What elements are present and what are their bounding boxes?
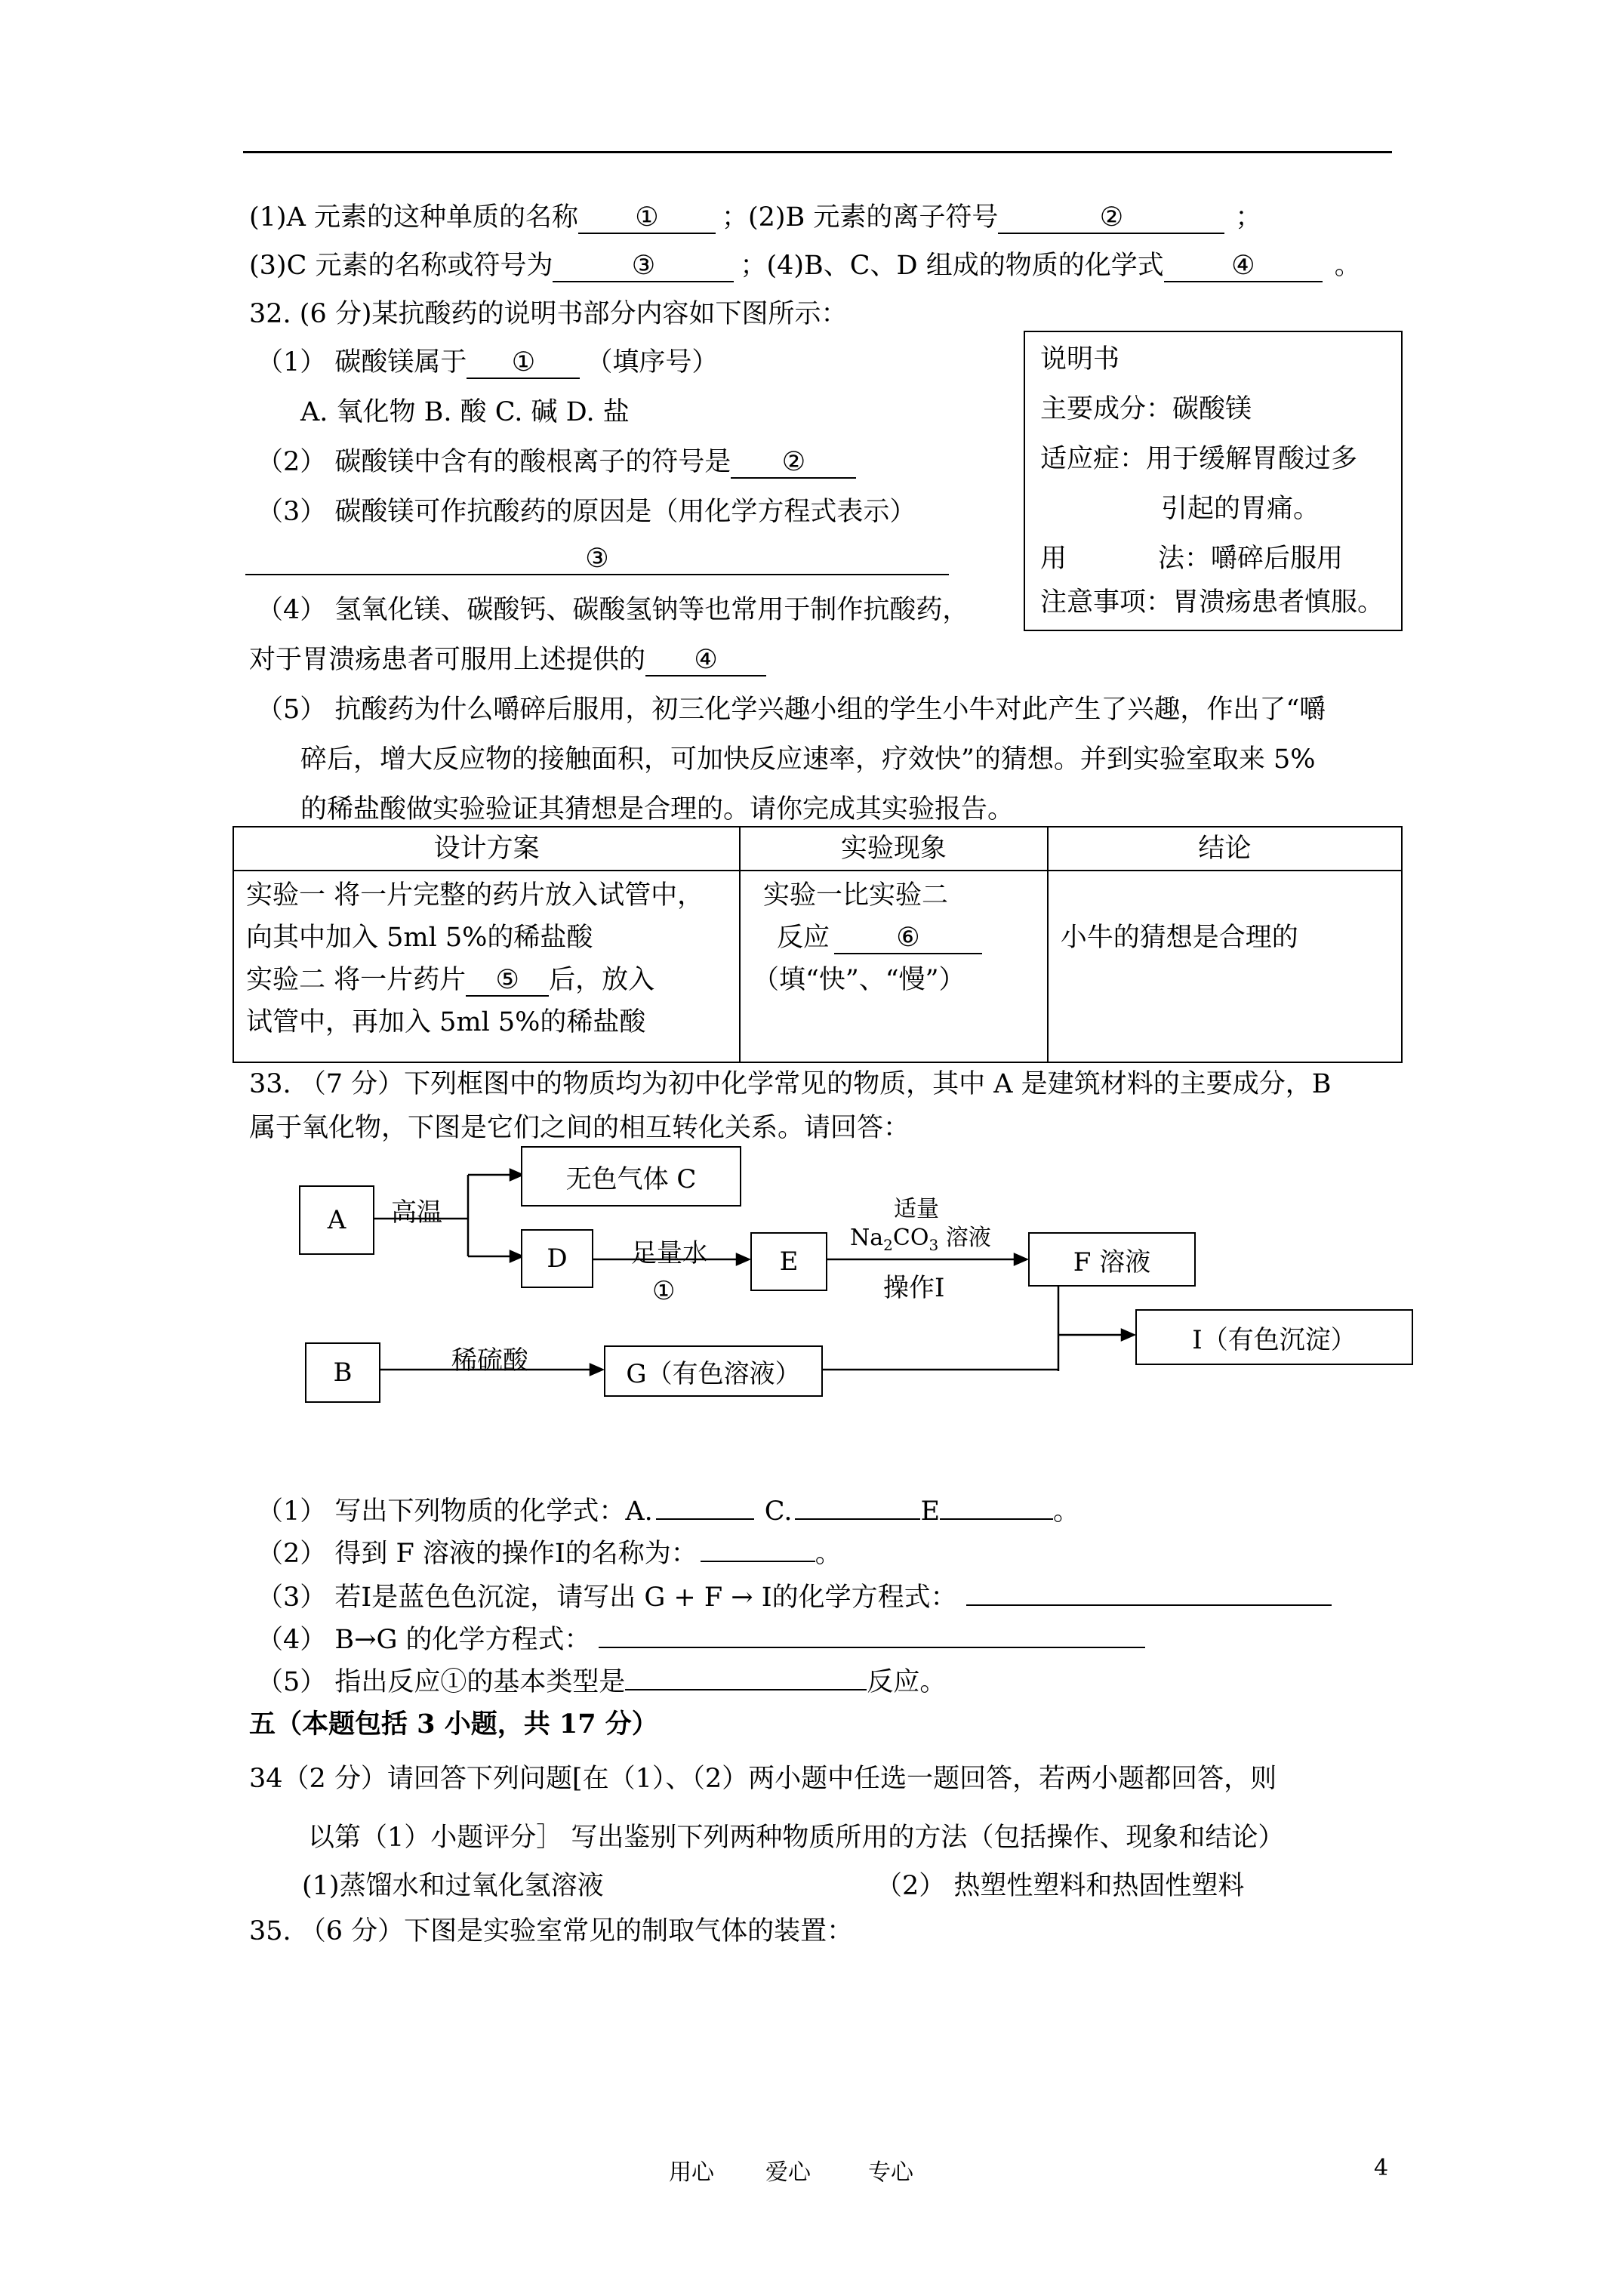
manual-indication: 适应症：用于缓解胃酸过多 — [1040, 444, 1358, 474]
label-dilute-h2so4: 稀硫酸 — [451, 1345, 528, 1376]
q32-blank-4[interactable]: ④ — [645, 645, 766, 676]
q32-sub5-line3: 的稀盐酸做实验验证其猜想是合理的。请你完成其实验报告。 — [300, 794, 1015, 824]
node-i — [1135, 1309, 1413, 1365]
q33-sub1 — [257, 1495, 1079, 1528]
q33-blank-a[interactable] — [656, 1518, 754, 1520]
node-b-label: B — [333, 1358, 353, 1388]
q33-sub3 — [257, 1581, 1332, 1614]
q33-sub1-c: C. — [764, 1496, 793, 1527]
q33-blank-eq2[interactable] — [599, 1647, 1145, 1648]
conclusion-text: 小牛的猜想是合理的 — [1060, 923, 1298, 953]
node-g — [604, 1345, 823, 1397]
manual-indication-cont: 引起的胃痛。 — [1161, 494, 1320, 524]
q33-sub4-text: （4） B→G 的化学方程式： — [257, 1625, 591, 1655]
manual-ingredient: 主要成分：碳酸镁 — [1040, 394, 1252, 424]
obs2-text: 反应 — [776, 923, 830, 953]
q33-sub2 — [257, 1537, 842, 1570]
label-operation-1: 操作Ⅰ — [883, 1273, 945, 1303]
q32-sub3: （3） 碳酸镁可作抗酸药的原因是（用化学方程式表示） — [257, 497, 916, 527]
q32-options: A. 氧化物 B. 酸 C. 碱 D. 盐 — [300, 397, 630, 427]
plan-line-2: 向其中加入 5ml 5%的稀盐酸 — [246, 923, 593, 953]
obs-line-1: 实验一比实验二 — [762, 880, 948, 911]
q35-title: 35. （6 分）下图是实验室常见的制取气体的装置： — [249, 1916, 854, 1946]
q31-blank-2[interactable]: ② — [998, 202, 1224, 234]
q33-blank-type[interactable] — [625, 1689, 867, 1690]
node-d — [521, 1229, 593, 1288]
q32-blank-2[interactable]: ② — [731, 447, 856, 479]
q33-sub1-text: （1） 写出下列物质的化学式：A. — [257, 1496, 653, 1527]
q32-sub5-line2: 碎后，增大反应物的接触面积，可加快反应速率，疗效快”的猜想。并到实验室取来 5% — [300, 744, 1316, 775]
node-a-label: A — [327, 1205, 346, 1235]
q32-sub5-line1: （5） 抗酸药为什么嚼碎后服用，初三化学兴趣小组的学生小牛对此产生了兴趣，作出了“嚼 — [257, 695, 1326, 725]
na2co3-co: CO — [892, 1225, 929, 1251]
q34-line2: 以第（1）小题评分］ 写出鉴别下列两种物质所用的方法（包括操作、现象和结论） — [308, 1823, 1285, 1853]
header-conclusion: 结论 — [1048, 827, 1402, 871]
footer-text-1: 用心 — [669, 2159, 714, 2186]
q32-blank-3[interactable]: ③ — [245, 544, 949, 575]
node-e — [750, 1232, 827, 1291]
na2co3-sub2: 2 — [883, 1236, 893, 1254]
q33-title-line2: 属于氧化物，下图是它们之间的相互转化关系。请回答： — [249, 1113, 910, 1143]
q31-blank-1[interactable]: ① — [578, 202, 716, 234]
node-a — [299, 1185, 374, 1255]
q33-sub5-text: （5） 指出反应①的基本类型是 — [257, 1667, 626, 1697]
q32-sub1-hint: （填序号） — [586, 347, 719, 378]
label-proper-amount: 适量 — [894, 1196, 939, 1222]
q33-sub4 — [257, 1623, 1145, 1657]
footer-text-2: 爱心 — [765, 2159, 811, 2186]
q31-blank-4[interactable]: ④ — [1164, 251, 1323, 282]
node-f — [1028, 1232, 1196, 1287]
q33-sub2-end: 。 — [815, 1539, 842, 1569]
manual-title: 说明书 — [1040, 344, 1120, 374]
label-na2co3 — [850, 1219, 991, 1254]
q33-blank-op[interactable] — [701, 1561, 815, 1562]
q34-option2: （2） 热塑性塑料和热固性塑料 — [876, 1871, 1245, 1901]
page-number: 4 — [1374, 2155, 1389, 2181]
header-phenomenon: 实验现象 — [740, 827, 1048, 871]
node-i-label: I（有色沉淀） — [1192, 1324, 1357, 1355]
q32-sub2-text: （2） 碳酸镁中含有的酸根离子的符号是 — [257, 447, 731, 477]
node-g-label: G（有色溶液） — [626, 1358, 801, 1389]
manual-caution: 注意事项：胃溃疡患者慎服。 — [1040, 587, 1384, 618]
q33-blank-e[interactable] — [940, 1518, 1053, 1520]
q32-blank-6[interactable]: ⑥ — [834, 923, 982, 954]
q33-title-line1: 33. （7 分）下列框图中的物质均为初中化学常见的物质，其中 A 是建筑材料的主要成分，B — [249, 1069, 1332, 1099]
label-high-temp: 高温 — [391, 1197, 442, 1228]
q31-sep: ； — [1235, 202, 1262, 233]
plan-line-4: 试管中，再加入 5ml 5%的稀盐酸 — [246, 1007, 646, 1037]
label-excess-water: 足量水 — [631, 1238, 708, 1268]
q33-blank-eq1[interactable] — [966, 1604, 1332, 1606]
node-d-label: D — [547, 1244, 568, 1274]
label-reaction-1: ① — [652, 1276, 676, 1306]
q34-line1: 34（2 分）请回答下列问题[在（1）、（2）两小题中任选一题回答，若两小题都回答，则 — [249, 1764, 1277, 1794]
q33-sub5 — [257, 1666, 946, 1699]
plan3-suffix: 后，放入 — [549, 965, 655, 995]
node-f-label: F 溶液 — [1073, 1247, 1151, 1277]
section-5-heading: 五（本题包括 3 小题，共 17 分） — [249, 1709, 658, 1740]
q33-sub5-end: 反应。 — [867, 1667, 947, 1697]
q32-blank-1[interactable]: ① — [467, 347, 580, 379]
header-design: 设计方案 — [233, 827, 740, 871]
node-c-label: 无色气体 C — [565, 1163, 697, 1194]
footer-text-3: 专心 — [868, 2159, 913, 2186]
q31-part1-text: (1)A 元素的这种单质的名称 — [249, 202, 578, 233]
q34-option1: (1)蒸馏水和过氧化氢溶液 — [302, 1871, 604, 1901]
obs-line-3: （填“快”、“慢”） — [752, 965, 965, 995]
na2co3-na: Na — [850, 1225, 884, 1251]
q31-part3-text: (3)C 元素的名称或符号为 — [249, 251, 553, 281]
manual-usage-label: 用 — [1040, 544, 1067, 574]
q33-sub2-text: （2） 得到 F 溶液的操作Ⅰ的名称为： — [257, 1539, 698, 1569]
plan-line-1: 实验一 将一片完整的药片放入试管中， — [246, 880, 704, 911]
q32-title: 32. (6 分)某抗酸药的说明书部分内容如下图所示： — [249, 299, 848, 329]
node-c — [521, 1146, 741, 1207]
q33-sub1-e: E — [920, 1496, 941, 1527]
q32-sub4-text: 对于胃溃疡患者可服用上述提供的 — [249, 645, 646, 675]
q31-end: 。 — [1334, 251, 1361, 281]
q33-sub1-end: 。 — [1053, 1496, 1080, 1527]
na2co3-sub3: 3 — [929, 1236, 939, 1254]
q32-sub1-text: （1） 碳酸镁属于 — [257, 347, 467, 378]
plan3-text: 实验二 将一片药片 — [246, 965, 467, 995]
q33-blank-c[interactable] — [795, 1518, 920, 1520]
q31-part4-text: ；(4)B、C、D 组成的物质的化学式 — [740, 251, 1164, 281]
manual-usage: 法：嚼碎后服用 — [1158, 544, 1344, 574]
q32-blank-5[interactable]: ⑤ — [466, 965, 549, 997]
node-b — [305, 1342, 380, 1403]
q31-blank-3[interactable]: ③ — [553, 251, 734, 282]
node-e-label: E — [779, 1247, 799, 1277]
q32-sub4-line1: （4） 氢氧化镁、碳酸钙、碳酸氢钠等也常用于制作抗酸药， — [257, 595, 969, 625]
na2co3-solution: 溶液 — [938, 1225, 991, 1251]
q33-sub3-text: （3） 若Ⅰ是蓝色色沉淀，请写出 G + F → Ⅰ的化学方程式： — [257, 1583, 957, 1613]
q31-part2-text: ；(2)B 元素的离子符号 — [721, 202, 999, 233]
